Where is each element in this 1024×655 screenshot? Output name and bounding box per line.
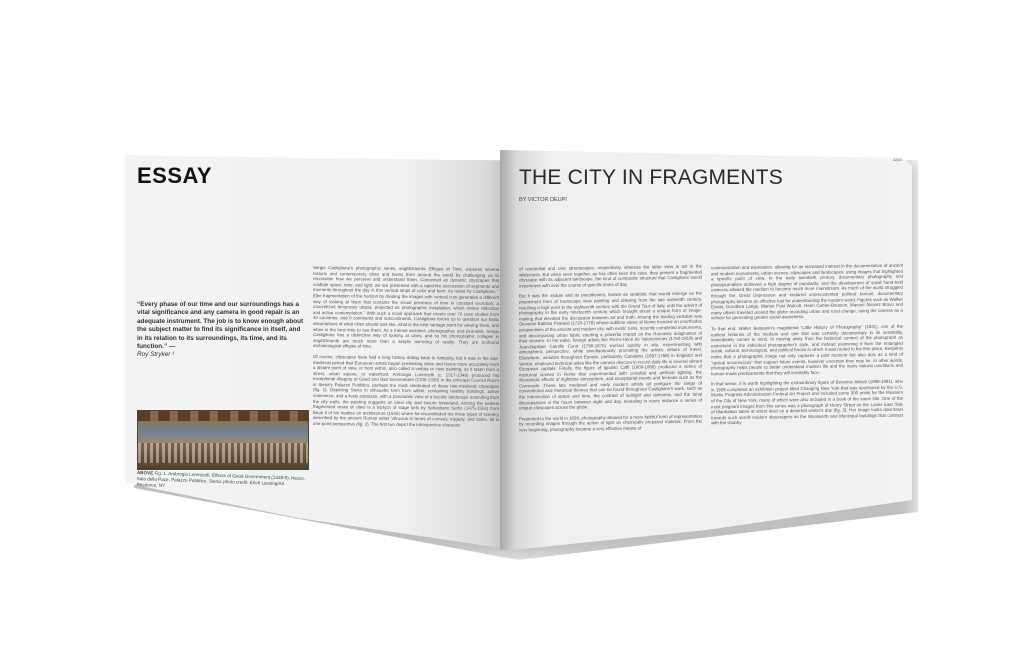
paragraph: But it was the vedute and its practitioners, known as vedutisti, that would emerge as the preeminent form of townscape view painting and drawing from the late sixteenth century, reaching a high point in the eighteenth century with the Grand Tour of Italy, until the advent of photography in the early nineteenth century which brought about a unique form of image-making that elevated the discussion between art and truth. Among the leading vedutisti was Giovanni Battista Piranesi (1720-1778) whose sublime views of Rome focused on unorthodox perspectives of the ancient and modern city, with exotic ruins, recently completed monuments, and decomposing urban fabric exerting a powerful impact on the Romantic imagination of their viewers. In his wake, foreign artists like Pierre-Henri de Valenciennes (1750-1819) and Jean-Baptiste Camille Corot (1796-1875) worked quickly in situ, experimenting with atmospheric perspective, while simultaneously promoting the artistic virtues of travel. Elsewhere, vedutisti throughout Europe, particularly Canaletto (1697-1768) in England and Venice, employed technical aides like the camera obscura to record daily life in several vibrant European capitals. Finally, the figure of Ippolito Caffi (1809-1866) produced a series of nocturnal scenes in Rome that experimented with celestial and artificial lighting, the illusionistic effects of nighttime atmosphere, and exceptional events and festivals such as the Carnevale. These late medieval and early modern artists all prefigure the range of conventional and rhetorical themes that can be found throughout Castiglione's work, such as the intersection of space and time, the contrast of sunlight and darkness, and the tonal discrepancies in the hours between night and day, revealing in every instance a series of unique cityscapes across the globe. — [519, 290, 702, 411]
paragraph: Of course, cityscapes have had a long history dating back to Antiquity, but it was in the late-medieval period that European artists began presenting cities and towns more accurately from a distant point of view, or from within, also called a veduta or view painting, as it taken from a street, urban square, or waterfront. Ambrogio Lorenzetti (c. 1317-1348) produced his exceptional Allegory of Good and Bad Government (1338-1339) in the principal Council Room in Siena's Palazzo Pubblico, perhaps the most celebrated of these late-medieval cityscapes (fig. 1). Depicting Siena in silhouette form from within, containing healthy buildings, active commerce, and a lively populace, with a panoramic view of a bucolic landscape extending from the city walls, the painting suggests an ideal city and secure hinterland. Among the earliest fragmented views of cities is a triptych of stage sets by Sebastiano Serlio (1475-1554) from Book II of his treatise on architecture (1545) where he reconstituted the three types of scenery described by the ancient Roman writer Vitruvius in terms of comedy, tragedy, and satire, all in one-point perspective (fig. 2). The first two depict the introspective character — [313, 353, 499, 428]
fresco-image — [137, 410, 309, 470]
article-title: THE CITY IN FRAGMENTS — [519, 166, 783, 189]
caption-text: Fig. 1. Ambrogio Lorenzetti, Effects of Good Government (1338-9), fresco, Sala della Pace, Palazzo Pubblico, Siena; photo credit: Erich Lessing/Art Resource, NY — [136, 470, 306, 488]
quote-text: “Every phase of our time and our surroundings has a vital significance and any camera in good repair is an adequate instrument. The job is to know enough about the subject matter to find its significance in itself, and in its relation to its surroundings, its time, and its function.” — — [137, 301, 304, 351]
pull-quote — [137, 301, 307, 360]
paragraph: Presented to the world in 1839, photography allowed for a more faithful form of representation by recording images through the action of light on chemically prepared material. From the very beginning, photography became a very effective means of — [519, 413, 702, 433]
paragraph: In that sense, it is worth highlighting the extraordinary figure of Berenice Abbott (1898-1991), who in 1939 completed an exhibition project titled Changing New York that was sponsored by the U.S. Works Progress Administration Federal Art Project and included some 300 prints for the Museum of the City of New York, many of which were also included in a book of the same title. One of the most poignant images from this series was a photograph of Henry Street on the Lower East Side of Manhattan taken at street level on a deserted winter's day (fig. 3). Her image looks downtown towards such sun-lit modern skyscrapers as the Woolworth and Municipal buildings that contrast with the shabby — [711, 378, 903, 426]
quote-attribution: Roy Stryker ¹ — [137, 351, 175, 359]
byline: BY VICTOR DEUPI — [519, 197, 567, 203]
paragraph: To that end, Walter Benjamin's magisterial "Little History of Photography" (1931), one of the earliest histories of the medium and one that was certainly documentary in its sensibility, immediately comes to mind. In moving away from the historical context of the photograph as expressed in the individual photographer's style, and instead examining it from the entangled social, cultural, technological, and political forces in which it was rooted in the first place, Benjamin notes that a photographic image not only captures a past moment but also acts as a kind of "optical unconscious" that support future events, however uncertain they may be. In other words, photography helps people to better understand modern life and the many natural conditions and human-made predicaments that they will inevitably face. — [711, 323, 903, 377]
right-body-column-2 — [711, 263, 903, 536]
caption-label: ABOVE — [136, 470, 154, 476]
left-body-column — [313, 265, 499, 552]
fresco-figures — [138, 443, 308, 463]
page-number: 42|43 — [893, 158, 902, 162]
paragraph: of residential and civic streetscapes, respectively, whereas the latter view is set in the wilderness. But when seen together, as has often been the case, they present a fragmented cityscape with its adjacent landscape, the kind of composite structure that Castiglione would experiment with over the course of specific times of day. — [519, 263, 702, 289]
section-label: ESSAY — [137, 163, 213, 188]
paragraph: communication and expression, allowing for an increased interest in the documentation of ancient and modern monuments, urban scenes, cityscapes and landscapes, using images that highlighted a specific point of view. In the early twentieth century, documentary photography and photojournalism achieved a high degree of popularity, and the development of small hand-held cameras allowed the medium to become much more mainstream. As much of the world struggled through the Great Depression and endured unprecedented political turmoil, documentary photography became an effective tool for understanding the modern world. Figures such as Walker Evans, Dorothea Lange, Marion Post Wolcott, Henri Cartier-Bresson, Manuel Álvarez Bravo and many others traveled around the globe recording urban and rural change, using the camera as a vehicle for generating greater social awareness. — [711, 262, 903, 321]
paragraph: Sergio Castiglione's photographic series, segMOments: Effigies of Time, explores several historic and contemporary cities and towns from around the world by challenging us to reconsider how we perceive and understand them. Conceived as dynamic cityscapes that conflate space, time, and light, we are presented with a rapid-fire succession of segments and moments throughout the day in thin vertical strips of color and form. As noted by Castiglione, "[t]he fragmentation of the horizon by dividing the images with vertical cuts generates a different way of looking at them that contains the visual presence of time in constant evolution; a concretized temporary utopia, projected as photographic installation, which invites reflection and active contemplation." With such a novel approach that covers over 70 case studies from 30 countries, and 6 continents and subcontinents, Castiglione forces us to question our basic assumptions of what cities should look like, what is the best vantage point for viewing them, and when is the best time to see them. As a trained architect, photographer, and journalist, Sergio Castiglione has a distinctive way of looking at cities, and so his photographic collages in segMOments are much more than a simple mirroring of reality. They are profound archaeological effigies of time. — [313, 265, 499, 349]
fresco-ceiling-band — [138, 411, 308, 421]
right-body-column-1 — [519, 264, 702, 552]
